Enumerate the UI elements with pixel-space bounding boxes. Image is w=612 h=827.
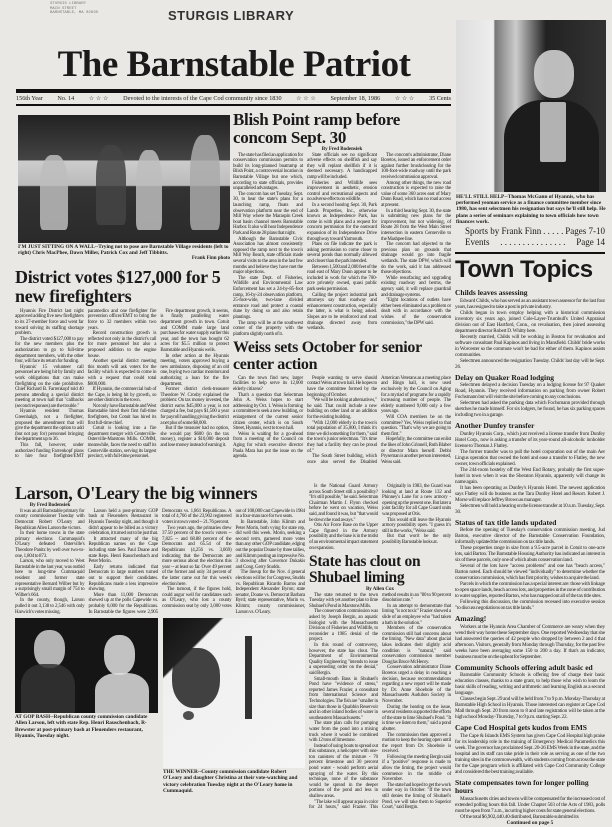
paragraph: Parcels in which the commission has a special interest are: those with linkage to open space lands, beach access lots, and properties in the zone of contribution to water supplies, reported Barton, who has mapped out all of the tax title sites. [455, 581, 605, 599]
paragraph: In Barnstable, John Klimm and Peter Morin, both vying for state rep, did well this week. Morin, seeking a second term, garnered more votes than any other GOP candidate, edging out the popular Doane by three tallies, and Klimm posting an impressive No. 3 showing after Governor Dukakis and Cong. Gerry Studds. [235, 520, 305, 570]
paragraph: Although the Barnstable Civic Association has almost consistently opposed the ramp next to the town's Mill Way Beach, state officials made several visits to the area in the last few months and believe they have met the major objections. [233, 236, 303, 276]
dateline [16, 95, 451, 103]
paragraph: The state had hoped to get the work under way in October. "If the town still denies the liming of Shubael's Pond, we will take them to Superior Court," said Bergin. [382, 782, 451, 811]
paragraph: These properties range in size from a 9.5-acre parcel in Cotuit to one-acre lots, said Barton. The Barnstable Housing Authority has indicated an interest in six of these parcels, only one of which abuts conservation land. [455, 545, 605, 563]
paragraph: Larson held a post-primary GOP bash at Fleuenders Restaurant in Hyannis Tuesday night, and though it didn't appear to be billed as a victory celebration, it turned out to be just that. [88, 508, 158, 537]
paragraph: It has been operating as Dunfey's Hyannis Hotel. The newest application says Flatley will do business as the Tara Dunfey Hotel and Resort. Robert J. Morse will replace Jeffrey Brown as manager. [455, 484, 605, 503]
paragraph: But that won't be the only possibility Barnstable looks at. [382, 534, 451, 545]
topic-body [455, 298, 605, 370]
paragraph: The Cape & Islands EMS System has given Cape Cod Hospital high praise for its leadership role in the training of Emergency Medical Paramedics this week. The governor has proclaimed Sept. 20-26 EMS Week in the state, and the hospital and its staff can take pride in their role as serving as one of the two training sites in the commonwealth, with students coming from across the state for the Cape program which is affiliated with Cape Cod Community College and considered the best training available. [455, 732, 605, 775]
paragraph: In other action at the Hyannis meeting, voters approved buying a new ambulance, disposing of an old one, buying two cardiac monitors and authorizing a loan for the fire department. [160, 353, 229, 387]
town-topics-rule [455, 252, 605, 254]
index-item[interactable] [465, 237, 605, 248]
paragraph: Selectmen delayed a decision Tuesday on a lodging license for 97 Quaker Road, Hyannis. They received information on parking from owner Robert Fochsmann but will visit the site before coming to any conclusions. [455, 382, 605, 400]
paragraph: The state returned to the town Tuesday with yet another plan to lime Shubael's Pond in Marstons Mills. [309, 592, 378, 609]
issue-number: No. 14 [57, 95, 75, 102]
caption-mcgann: HE'LL STILL HELP--Thomas McGann of Hyannis, who has performed yeoman service as a finance committee member since 1980, has sent selectmen his resignation but says he'll still help. He plans a series of seminars explaining to town officials how town finances work. [456, 194, 606, 225]
paragraph: The state Dept. of Fisheries, Wildlife and Environmental Law Enforcement has set a 24-by-85-foot ramp, 16-by-24 observation platform, 25-foot-wide, two-lane divided entrance road and protect a coastal dune by doing so and also retain plantings. [233, 275, 303, 320]
story-district-firefighters [15, 268, 229, 460]
paragraph: Classes begin Sept. 29 and will be held from 7 to 9 p.m. Monday-Thursday at Barnstable High School in Hyannis. Those interested can register at Cape Cod Mall through Sept. 20 from noon to 8 and late registration will be taken at the high school Monday-Thursday, 7 to 9 p.m. starting Sept. 22. [455, 696, 605, 720]
paragraph: If Hyannis, the commercial hub of the Cape, is being hit by growth, so are other districts in the town. [87, 387, 157, 404]
topic-body [455, 431, 605, 515]
paragraph: Plans on file indicate the park is asking permission to come closer to several ponds than normally allowed and closer than the park intended. [307, 242, 377, 264]
paragraph: The concom's administrator, Diane Boretos, issued an enforcement order against further brushclearing for the 100-foot-wide roadway until the park received commission approval. [381, 152, 451, 181]
paragraph: Calling the project industrial park attorneys say that roadway and enhancement construction, especially the latter, is what is being asked. Slopes are to be reinforced and road drainage directed away from wetlands. [307, 292, 377, 332]
topic-body [455, 624, 605, 660]
paragraph: This would still leave the Hyannis armory possibility open. "I guess it's still in the works," Weiss said. [382, 517, 451, 534]
paragraph: The commission then approved a motion to keep the hearing open until the report from Dr. Shoebole is received. [382, 732, 451, 755]
paragraph: The former transfer was to pull the hotel corporation out of the main Aer Lingus operation that owned the hotel and ease a transfer to Flatley, the new owner, town officials explained. [455, 448, 605, 467]
paragraph: In their home towns in the state primary elections Cummaquid's O'Leary defeated Osterville's Theodore Panitz by well over two-to-one, 1,804 to 873. [15, 531, 85, 559]
dateline-rule [16, 104, 451, 106]
star-ornament: ☆ ☆ ☆ [296, 95, 316, 102]
topic-body [455, 796, 605, 820]
headline-larson-oleary: Larson, O'Leary the big winners [15, 483, 258, 503]
caption-wall-block [18, 244, 230, 262]
topic-headline: Amazing! [455, 614, 487, 623]
price: 35 Cents [429, 95, 451, 102]
byline: By Fred Bodensiek [321, 146, 363, 152]
headline-weiss-senior-center: Weiss sets October for senior center action [233, 339, 422, 374]
byline: By Allen Cox [365, 586, 395, 592]
topic-headline: Another Dunfey transfer [455, 421, 535, 430]
town-topic-item [455, 615, 605, 660]
photo-winner [163, 618, 305, 768]
paragraph: Will COA members be on the committee? Yes, Weiss replied to that question. "That's why we are going to them first." [381, 415, 451, 437]
paragraph: "We will be looking at alternatives," he said. That could include a new building on other land or an addition for the existing building. [307, 398, 377, 421]
paragraph: Workers at the Hyannis Area Chamber of Commerce are weary when they wend their way home these September days. One reported Wednesday that she had answered the queries of 42 people who dropped by between 2 and 4 that afternoon. Visitors, generally from Monday through Thursday, for the past few weeks have been averaging some 150 to 200 a day. If that's an indicator, business must be on the upbeat for September. [455, 623, 605, 660]
story-body [15, 509, 305, 615]
topic-headline: State compensates town for longer polling hours [455, 777, 589, 795]
photo-mcgann [456, 20, 606, 192]
story-body [309, 593, 451, 811]
paragraph: Cotuit is looking into a fire department merger with Centerville-Osterville-Marstons Mills. COMM, meanwhile, faces the need to staff its Centerville station, serving its largest precinct, with full-time personnel. [87, 426, 157, 460]
index-label: Sports by Frank Finn [465, 226, 542, 236]
paragraph: Former district clerk-treasurer Theodore W. Crosby explained the problem: On tax money invested, the district earns $45,000 a year, is not charged a fee, but pays $1,500 a year for payroll handling giving the district a net plus of some $8,000. [160, 387, 229, 426]
story-shubael-liming [309, 554, 451, 811]
paragraph: Can the town find new, larger facilities to help serve its 12,000 elderly citizens? [233, 375, 303, 393]
paragraph: While resurfacing and upgrading existing roadway and berms, the agency said, it will replace guardrail and drainage systems. [381, 275, 451, 298]
photo-credit: Frank Finn photo [191, 256, 230, 262]
paragraph: Barnstable Community Schools is offering free of charge their basic education classes, thanks to a state grant, to help those who wish to learn the basic skills of reading, writing and arithmetic and learning English as a second language. [455, 672, 605, 696]
paragraph: Record construction growth is reflected not only in the district's call for more personnel but also a proposed addition to the engine house. [87, 331, 157, 359]
story-body [233, 376, 451, 466]
paragraph: More than 11,000 Democrats showed up at the polls Capewide vs. probably 6,000 for the Republicans. In Barnstable the figures were 2,905 Democrats vs. 1,861 Republicans. A total of 4,766 of the 23,902 registered voters in town voted -- 21.76 percent. [88, 508, 232, 615]
topic-body [455, 527, 605, 611]
stamp-line: STURGIS LIBRARY [50, 2, 87, 6]
paragraph: The turnout, if the figures hold, could augur well for candidates such as O'Leary, who lost a county commission seat by only 3,000 votes out of 108,000 cast Capewide in 1984 in a four-man race for two seats. [162, 508, 305, 609]
town-topic-item [455, 289, 605, 370]
paragraph: Among other things, the new road construction is expected to raise the value of some 360 acres east of Mary Dunn Road, which has no road access at present. [381, 180, 451, 209]
paragraph: Weiss is waiting for a go-ahead from a meeting of the Council on Aging for which executive director Paula Mara has put the issue on the agenda. [233, 431, 303, 460]
paragraph: In a third hearing Sept. 30, the state is submitting new plans for the improvement, but not widening, of Route 28 from the West Main Street intersection in eastern Centerville to the Mashpee line. [381, 208, 451, 242]
story-body [233, 153, 451, 338]
volume-year: 156th Year [16, 95, 43, 102]
story-weiss-continued [309, 484, 451, 551]
paragraph: Fisheries and Wildlife sees improvement in aesthetic, erosion control and recreational aspects and no adverse effects on wildlife. [307, 180, 377, 203]
paragraph: Hopefully, the committee can enlist the likes of John Grinnell, Ruth Blaber or director Mara herself. Debbi Pryseman is another person interested, Weiss said. [381, 437, 451, 465]
topic-headline: Delay on Quaker Road lodging [455, 372, 555, 382]
photo-wall-sitters [18, 115, 230, 243]
paragraph: During the hearing on the issue, several residents supported the efforts of the state to lime Shubael's Pond. "It is time we listen to them," said a pond abutter. [382, 704, 451, 732]
topic-body [455, 733, 605, 775]
paragraph: Early returns indicated that Democrats in large numbers turned out to support their candidates. Republicans made a less impressive showing. [88, 564, 158, 593]
paragraph: Following the meeting Bergin said if a "positive" response is made to allow the liming, the project would commence in the middle of November. [382, 754, 451, 783]
paragraph: Another special district meeting this month will ask voters for the facility which is expected to come in with a request that could total $800,000. [87, 359, 157, 387]
paragraph: The concom had objected to the previous plan on grounds that drainage would go into fragile wetlands. The state DPW, which will do the work, said it has addressed those objections. [381, 242, 451, 276]
index-page: Page 14 [576, 237, 605, 247]
paragraph: It was an all Barnstable primary for county commissioner Tuesday with Democrat Robert O'Leary and Republican Allen Larson the victors. [15, 508, 85, 531]
town-topic-item [455, 519, 605, 612]
paragraph: The district voted $127,000 to pay for the new members plus the authorization to go to full-time department members, with the other four, will face its return for funding. [15, 336, 84, 365]
paragraph: This fall, however, under authorized funding Farrenkopf plans to hire four firefighter/EMT paramedics and one firefighter fire prevention officer/EMT to bring the force to 32 members within two years. [15, 308, 157, 460]
paragraph: The 244-room hostelry off the West End Rotary, probably the first super-hotel in town when it was the Sheraton Hyannis, apparently will change its name again. [455, 466, 605, 485]
paragraph: Selectmen had asked the parking data which Fochsmann provided through sketches he made himself. For six lodgers, he found, he has six parking spaces including two in a garage. [455, 400, 605, 418]
story-larson-oleary [15, 484, 305, 794]
stamp-line: MAIN STREET [50, 6, 77, 11]
headline-district-firefighters: District votes $127,000 for 5 new firefighters [15, 267, 221, 306]
paragraph: Between 1,500 and 2,000 feet of the road east of Mary Dunn appear to be included in work for which the 700-acre privately owned, quasi public park seeks permission. [307, 264, 377, 292]
paragraph: "Eight locations of outlets have either been eliminated as a problem or dealt with in accordance with the wishes of the conservation commission," the DPW said. [381, 298, 451, 326]
library-address-stamp [50, 2, 98, 16]
town-topics-list [455, 285, 605, 827]
paragraph: Conservation administrator Diane Boretos urged a delay in reaching a decision, because recommendations regarding a new report will be made by Dr. Anne Shoebole of the Massachusetts Audubon Society in November. [382, 665, 451, 704]
paragraph: The state has filed an application for conservation commission permits to build its long-planned boatramp at Blish Point, a controversial location in Barnstable Village but one which, according to state officials, provides unparalleled advantages. [233, 152, 303, 192]
paragraph: Before the opening of Tuesday's conservation commission meeting, Jud Barton, executive director of the Barnstable Conservation Foundation, informally updated the commission on tax title lands. [455, 527, 605, 545]
town-topic-item [455, 374, 605, 419]
caption-wall: I'M JUST SITTING ON A WALL--Trying not to pose are Barnstable Village residents (left to right) Chris MacPhee, Dawn Miller, Patrick Cox and Jeff Tibbitts. [18, 244, 229, 257]
headline-blish-point: Blish Point ramp before concom Sept. 30 [233, 110, 401, 147]
larson-photo-row [15, 618, 305, 794]
paragraph: Fire department growth, it seems, is finally paralleling water department growth in town. Cotuit and COMM made large land purchases for water supply earlier this year, and the town has bought 62 acres for $5.5 million to protect Barnstable and Hyannis wells. [160, 308, 229, 353]
caption-winner: THE WINNER--County commission candidate Robert O'Leary and daughter Christina at their vote-watching and victory celebration Tuesday night at the O'Leary home in Cummaquid. [163, 769, 298, 794]
topic-headline: Childs leaves assessing [455, 288, 528, 297]
town-topic-item [455, 664, 605, 721]
paragraph: Recently married, Childs will be working in Boston for revaluation and software consultant Paul Kapinos and living in Mansfield. Childs' bride works in Worcester so the commute won't be bad for either of them. Kapinos assists communities. [455, 333, 605, 358]
topic-headline: Cape Cod Hospital gets kudos from EMS [455, 723, 587, 732]
leader-dots: . . . . . [543, 226, 564, 236]
town-topics-title: Town Topics [455, 256, 593, 283]
paragraph: People wanting to serve should contact Weiss at town hall. He hopes to have the committee formed by the beginning of October. [307, 375, 378, 398]
leader-dots: . . . . . . . . . . . . . . . [500, 237, 566, 247]
paragraph: The ramp will be at the southwest corner of the property with the platform slightly north of it. [233, 320, 303, 337]
topic-headline: Community Schools offering adult basic ed [455, 662, 593, 672]
paragraph: Hyannis Fire District last night approved adding five new firefighters to its 27-member force and went far toward solving its staffing shortage problem. [15, 308, 84, 337]
paragraph: Several of the lots have "access problems" and one has "beach access," Barton noted. Each should be viewed "individually" to determine whether the conservation commission, which has first priority, wishes to acquire the land. [455, 563, 605, 581]
paragraph: Hyannis' 15 volunteer call personnel are being hit by family and work obligations that can make firefighting on the side prohibitive. Chief Richard B. Farrenkopf told 40 persons attending a special district meeting at town hall that "callbacks (second responses) are the trouble." [15, 364, 84, 409]
paragraph: The lineup for the Nov. 4 general elections will be: for Congress, Studds vs. Republican Ricardo Barros and Independent Alexander Byron; state senator, Doane vs. Democrat Barbara Byrd; state representative, Morin vs. Klimm; county commissioner, Larson vs. O'Leary. [235, 570, 305, 615]
paragraph: State officials see no significant adverse effects on shellfish and say they will replant shellfish if it is deemed necessary. A handicapped ramp will be included. [307, 152, 377, 181]
town-topic-item [455, 779, 605, 820]
paragraph: Dunfey Hyannis Corp., which just received a license transfer from Dunfey Hotel Corp., now is asking a transfer of its year-round all-alcoholic innholder license to Thomas J. Flatley. [455, 430, 605, 449]
paragraph: Is the National Guard Armory across South Street still a possibility? "It's still possible," he said. Selectman Chairman Martin J. Flynn checked before he went on vacation, Weiss said, and found it was, but "that would be down the road aways." [309, 484, 378, 523]
paragraph: "With 12,000 elderly in the town's total population of 35,000, I think it's time we did something for them," said the town's junior selectman. "It's time they had a facility they can be proud of." [307, 420, 377, 454]
winner-figure [163, 618, 305, 794]
stamp-line: BARNSTABLE, MA 02630 [50, 11, 99, 16]
paragraph: Hyannis resident Thomas Greenhalgh, not a firefighter, proposed the amendment that will give the department the option to add (but not pay for) personnel bringing the department up to 36. [15, 409, 84, 443]
paragraph: "The lake will appear aqua in color for 24 hours," said Frazier. This method results in an "80 to 90 percent dissolution rate." [309, 592, 451, 811]
headline-shubael-liming: State has clout on Shubael liming [309, 553, 421, 587]
continued-notice: Continued on page 5 [506, 819, 554, 826]
paragraph: Originally in 1983, the Guard was looking at land at Route 132 and Phinney's Lane for a new armory - opening up the present one. But later a joint facility for all Cape Guard units was proposed at Otis. [382, 484, 451, 517]
paragraph: In the county, though, Larson pulled it out 3,138 to 2,546 with only Harwich's votes missing. [15, 598, 85, 615]
paragraph: The conservation commission was asked by Joseph Bergin, an aquatic biologist with the Massachusetts Division of Fisheries and Wildlife, to reconsider a 1985 denial of the project. [309, 609, 378, 643]
masthead-title: The Barnstable Patriot [57, 44, 411, 85]
paragraph: Two years ago, the primaries drew 37.50 percent of the town's voters -- 7,825 -- and 68.88 percent of the Democrats and 65.54 of the Republicans (4,256 vs. 3,669) indicating that the Democrats are more serious about the elections this year -- at least so far. Over 49 percent of the former and only 34 percent of the latter came out for this week's election here. [162, 525, 232, 587]
paragraph: It attracted many of the big Republican names on the Cape including state Sen. Paul Doane and state Reps. Henri Rauschenbach and Peter Morin. [88, 536, 158, 565]
topic-body [455, 382, 605, 418]
paragraph: Childs began in town employ helping with a historical commission inventory six years ago, joined Cole-Layer-Trumbull's United Appraisal division out of East Hartford, Conn., on revaluation, then joined assessing department director Robert D. Whitty here. [455, 309, 605, 334]
story-weiss-senior-center [233, 340, 451, 465]
issue-date: September 18, 1986 [330, 95, 381, 102]
photo-gop-bash [15, 618, 158, 713]
paragraph: Following this discussion, the commission recessed into executive session "to discuss negotiations on tax title lands." [455, 599, 605, 611]
paragraph: Larson, who only moved to West Barnstable in the last year, was outbid here to long-time Cummaquid resident and former state representative Bernard Wilber but by a surprisingly small margin of 754 to Wilber's 664. [15, 559, 85, 598]
middle-column [233, 111, 451, 465]
paragraph: The South Street building, which once also served the Disabled American Veterans as a meeting place and Bingo hall, is now used exclusively by the Council on Aging for a myriad of programs for a rapidly increasing number of people. The elderly numbered 9,000 only a few years ago. [307, 375, 451, 465]
paragraph: Selectmen announced the resignation Tuesday. Childs' last day will be Sept. 26. [455, 357, 605, 370]
story-blish-point [233, 111, 451, 337]
paragraph: That's a question that Selectman John A. Weiss hopes to start addressing by Oct. 1. Weiss is forming a committee to seek a new building, or enlargement of the current senior citizen center, which is on South Street, Hyannis, next to town hall. [233, 392, 303, 432]
paragraph: In a second hearing Sept. 30, Park Lands Properties, Inc., otherwise known as Independence Park, has come in with plans and a request for concom permission for the eastward expansion of its Independence Drive throughway toward Yarmouth. [307, 203, 377, 242]
topic-body [455, 672, 605, 720]
paragraph: Small-mouth Bass in Shubael's Pond have "evidence of stress," reported James Frazier, a consultant from International Science and Technologies. The fish are "smaller in size than those in Quabbin Reservoir and in other inland bodies of water in southeastern Massachusetts." [309, 676, 378, 721]
star-ornament: ☆ ☆ ☆ [88, 95, 109, 102]
paragraph: Massachusetts cities and towns will be compensated for the increased cost of extended polling hours this fall. Under Chapter 503 of the Acts of 1983, polls must be open from 7 a.m., incurring higher costs for state general elections. [455, 795, 605, 814]
story-body [15, 309, 229, 460]
paragraph: Otis Air Force Base on the Upper Cape figured in the Armory possibility and the base is in the midst of an environmental impact statement on expansion. [309, 523, 378, 551]
star-ornament: ☆ ☆ ☆ [394, 95, 415, 102]
topic-headline: Status of tax title lands updated [455, 517, 557, 527]
paragraph: Instead of using boats to spread out this substance, a helicopter with one-ton canisters of the mixture - 70 percent limestone and 30 percent pond water - would perform aerial spraying of the water. By this technique, none of the substance would be spread in the deeper portions of the pond and less in shallow areas. [309, 743, 378, 800]
paragraph: Selectmen will hold a hearing on the license transfer at 10 a.m. Tuesday, Sept. 30. [455, 502, 605, 515]
index-page: Pages 7-10 [565, 226, 605, 236]
paragraph: Not only have Barnstable and West Barnstable hired their first full-time firefighters, but Cotuit has hired its first full-time chief. [87, 403, 157, 426]
right-center-column [309, 484, 451, 811]
library-stamp: STURGIS LIBRARY [168, 8, 295, 23]
paragraph: In an attempt to demonstrate that liming "is not toxic" Frazier showed a slide of an employee who "had taken a bath in the solution." [382, 603, 451, 626]
paragraph: Members of the conservation commission still had concerns about the liming. "New data" about glacial lakes indicates their slightly acid condition is "natural," said conservation commission member Douglas Bruce McHenry. [382, 626, 451, 665]
paragraph: The concom has set Tuesday, Sept. 30, to hear the state's plans for a launching ramp, floats and observation platform near the end of Mill Way where the Maraspin Creek boat basin channel meets Barnstable Harbor. It also will hear Independence Park and Route 28 plans that night. [233, 191, 303, 236]
paragraph: Of the total $6,902,440.40 distributed, Barnstable submitted its [460, 813, 579, 820]
index-item[interactable] [465, 226, 605, 237]
byline: By Fred Bodensiek [29, 502, 71, 508]
gop-bash-figure [15, 618, 158, 794]
paragraph: In this round of controversy, however, the state has clout. The Department of Environmental Quality Engineering "intends to issue a superseding order on the denial," said Bergin. [309, 643, 378, 676]
caption-gop-bash: AT GOP BASH--Republican county commission candidate Allen Larson, left with state Rep. Henri Rauschenbach, R-Brewster at post-primary bash at Fleuenders restaurant, Hyannis, Tuesday night. [15, 714, 148, 739]
index-label: Events [465, 237, 490, 247]
paragraph: But if the treasurer had no option, she would pay $600 (in the tax money), register a $10,000 deposit and lose money instead of earning it. [160, 426, 229, 449]
town-topic-item [455, 422, 605, 515]
masthead-rule [16, 89, 451, 93]
paragraph: Edward Childs, who has served as an assistant town assessor for the last four years, has resigned to take a post in private industry. [455, 297, 605, 310]
page-index [465, 226, 605, 248]
paragraph: The state plan calls for pumping water from the pond into a mixing truck where it would be combined with 12 tons of limestone. [309, 721, 378, 744]
motto: Devoted to the interests of the Cape Cod community since 1830 [123, 95, 282, 102]
town-topic-item [455, 724, 605, 775]
